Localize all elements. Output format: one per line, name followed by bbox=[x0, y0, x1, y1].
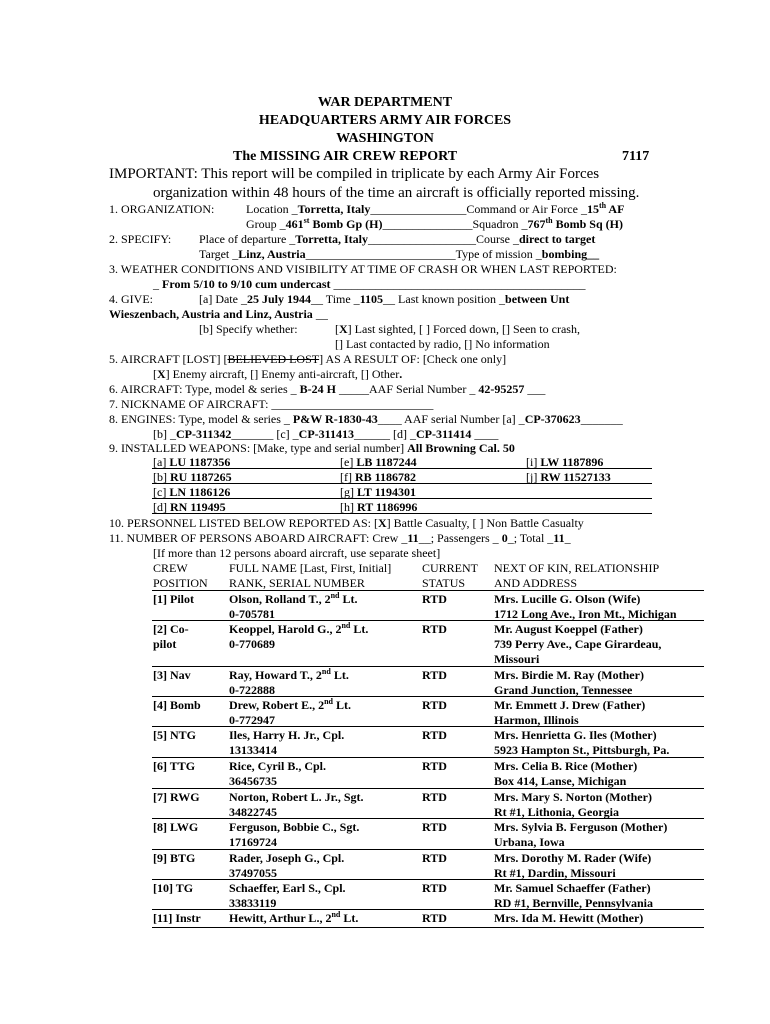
separate-sheet-note: [If more than 12 persons aboard aircraft, use separate sheet] bbox=[153, 546, 441, 560]
cause-options-line: [X] Enemy aircraft, [] Enemy anti-aircraft, [] Other. bbox=[153, 367, 403, 381]
weather-line: _ From 5/10 to 9/10 cum undercast __________________________________________ bbox=[153, 277, 586, 291]
weather-value: From 5/10 to 9/10 cum undercast bbox=[162, 277, 331, 291]
passenger-count: 0 bbox=[501, 531, 508, 545]
col-header-status: STATUS bbox=[422, 576, 466, 590]
engines-serial-line: [b] _CP-311342_______ [c] _CP-311413______ [d] _CP-311414 ____ bbox=[153, 427, 499, 441]
next-of-kin-address: Grand Junction, Tennessee bbox=[494, 683, 633, 697]
date-time-position-line: [a] Date _25 July 1944__ Time _1105__ Last known position _between Unt bbox=[199, 292, 570, 306]
next-of-kin-address: Urbana, Iowa bbox=[494, 835, 565, 849]
crew-position: [5] NTG bbox=[153, 728, 196, 742]
crew-serial-number: 36456735 bbox=[229, 774, 277, 788]
crew-position: [3] Nav bbox=[153, 668, 191, 682]
organization-label: 1. ORGANIZATION: bbox=[109, 202, 215, 216]
next-of-kin: Mr. Samuel Schaeffer (Father) bbox=[494, 881, 651, 895]
time-value: 1105 bbox=[359, 292, 384, 306]
crew-row-rule bbox=[152, 726, 704, 727]
weapon-a: [a] LU 1187356 bbox=[153, 455, 231, 469]
weapon-b: [b] RU 1187265 bbox=[153, 470, 232, 484]
last-sighted-check: X bbox=[339, 322, 348, 336]
crew-row-rule bbox=[152, 818, 704, 819]
crew-row-rule bbox=[152, 788, 704, 789]
next-of-kin: Mrs. Mary S. Norton (Mother) bbox=[494, 790, 652, 804]
next-of-kin: Mr. Emmett J. Drew (Father) bbox=[494, 698, 646, 712]
total-count: 11 bbox=[553, 531, 565, 545]
crew-row-rule bbox=[152, 927, 704, 928]
persons-aboard-line: 11. NUMBER OF PERSONS ABOARD AIRCRAFT: Crew _11__; Passengers _ 0_; Total _11_ bbox=[109, 531, 571, 545]
crew-full-name: Ferguson, Bobbie C., Sgt. bbox=[229, 820, 360, 834]
group-value: 461st Bomb Gp (H) bbox=[285, 216, 383, 231]
header-hq-army-air-forces: HEADQUARTERS ARMY AIR FORCES bbox=[258, 113, 512, 128]
aircraft-type-value: B-24 H bbox=[299, 382, 337, 396]
engine-b-serial: CP-311342 bbox=[176, 427, 232, 441]
weapons-rule-3 bbox=[152, 498, 652, 499]
position-continued-value: Wieszenbach, Austria and Linz, Austria bbox=[109, 307, 313, 321]
organization-group-line: Group _461st Bomb Gp (H)_______________Squadron _767th Bomb Sq (H) bbox=[246, 216, 623, 231]
weapons-label-line: 9. INSTALLED WEAPONS: [Make, type and serial number] All Browning Cal. 50 bbox=[109, 441, 515, 455]
crew-row-rule bbox=[152, 879, 704, 880]
header-washington: WASHINGTON bbox=[336, 131, 434, 146]
departure-line: Place of departure _Torretta, Italy__________________Course _direct to target bbox=[199, 232, 596, 246]
crew-row-rule bbox=[152, 696, 704, 697]
squadron-value: 767th Bomb Sq (H) bbox=[527, 216, 623, 231]
crew-serial-number: 0-772947 bbox=[229, 713, 275, 727]
crew-full-name: Keoppel, Harold G., 2nd Lt. bbox=[229, 621, 369, 636]
crew-status: RTD bbox=[422, 911, 447, 925]
crew-serial-number: 34822745 bbox=[229, 805, 277, 819]
crew-status: RTD bbox=[422, 668, 447, 682]
crew-serial-number: 0-722888 bbox=[229, 683, 275, 697]
weapon-h: [h] RT 1186996 bbox=[340, 500, 418, 514]
engine-d-serial: CP-311414 bbox=[416, 427, 472, 441]
header-war-department: WAR DEPARTMENT bbox=[317, 95, 453, 110]
crew-position: [2] Co- bbox=[153, 622, 189, 636]
weapon-e: [e] LB 1187244 bbox=[340, 455, 417, 469]
crew-full-name: Hewitt, Arthur L., 2nd Lt. bbox=[229, 910, 359, 925]
weapon-c: [c] LN 1186126 bbox=[153, 485, 231, 499]
departure-value: Torretta, Italy bbox=[295, 232, 368, 246]
next-of-kin: Mrs. Birdie M. Ray (Mother) bbox=[494, 668, 644, 682]
engine-a-serial: CP-370623 bbox=[524, 412, 581, 426]
specify-label: 2. SPECIFY: bbox=[109, 232, 172, 246]
next-of-kin-address: 739 Perry Ave., Cape Girardeau, bbox=[494, 637, 662, 651]
crew-serial-number: 0-705781 bbox=[229, 607, 275, 621]
target-line: Target _Linz, Austria_________________________Type of mission _bombing__ bbox=[199, 247, 600, 261]
aircraft-serial-value: 42-95257 bbox=[478, 382, 525, 396]
personnel-status-line: 10. PERSONNEL LISTED BELOW REPORTED AS: [X] Battle Casualty, [ ] Non Battle Casualty bbox=[109, 516, 584, 530]
specify-whether-label: [b] Specify whether: bbox=[199, 322, 298, 336]
crew-full-name: Rader, Joseph G., Cpl. bbox=[229, 851, 345, 865]
position-value: between Unt bbox=[505, 292, 570, 306]
col-header-rank-serial: RANK, SERIAL NUMBER bbox=[229, 576, 365, 590]
report-number: 7117 bbox=[622, 149, 650, 164]
crew-position: [8] LWG bbox=[153, 820, 199, 834]
believed-lost-struck: BELIEVED LOST bbox=[227, 352, 320, 366]
crew-status: RTD bbox=[422, 851, 447, 865]
weapons-rule-2 bbox=[152, 483, 652, 484]
crew-row-rule bbox=[152, 909, 704, 910]
next-of-kin: Mrs. Sylvia B. Ferguson (Mother) bbox=[494, 820, 668, 834]
command-value: 15th AF bbox=[586, 201, 625, 216]
crew-position: [1] Pilot bbox=[153, 592, 194, 606]
report-title: The MISSING AIR CREW REPORT bbox=[233, 149, 458, 164]
crew-serial-number: 0-770689 bbox=[229, 637, 275, 651]
mission-value: bombing__ bbox=[541, 247, 600, 261]
crew-position: [9] BTG bbox=[153, 851, 196, 865]
crew-status: RTD bbox=[422, 622, 447, 636]
col-header-position: POSITION bbox=[153, 576, 208, 590]
date-value: 25 July 1944 bbox=[246, 292, 311, 306]
crew-full-name: Ray, Howard T., 2nd Lt. bbox=[229, 667, 349, 682]
engine-type-value: P&W R-1830-43 bbox=[292, 412, 378, 426]
next-of-kin-address: Harmon, Illinois bbox=[494, 713, 579, 727]
weapon-j: [j] RW 11527133 bbox=[526, 470, 611, 484]
weapon-i: [i] LW 1187896 bbox=[526, 455, 604, 469]
weapon-f: [f] RB 1186782 bbox=[340, 470, 417, 484]
crew-position-cont: pilot bbox=[153, 637, 177, 651]
last-sighted-options: [X] Last sighted, [ ] Forced down, [] Seen to crash, bbox=[335, 322, 580, 336]
crew-status: RTD bbox=[422, 728, 447, 742]
crew-row-rule bbox=[152, 849, 704, 850]
next-of-kin-address: 1712 Long Ave., Iron Mt., Michigan bbox=[494, 607, 677, 621]
crew-status: RTD bbox=[422, 759, 447, 773]
next-of-kin-address-cont: Missouri bbox=[494, 652, 540, 666]
crew-status: RTD bbox=[422, 698, 447, 712]
crew-status: RTD bbox=[422, 790, 447, 804]
crew-full-name: Olson, Rolland T., 2nd Lt. bbox=[229, 591, 358, 606]
next-of-kin-address: 5923 Hampton St., Pittsburgh, Pa. bbox=[494, 743, 670, 757]
location-value: Torretta, Italy bbox=[297, 202, 371, 216]
crew-status: RTD bbox=[422, 820, 447, 834]
course-value: direct to target bbox=[518, 232, 596, 246]
crew-status: RTD bbox=[422, 592, 447, 606]
crew-row-rule bbox=[152, 666, 704, 667]
crew-full-name: Schaeffer, Earl S., Cpl. bbox=[229, 881, 346, 895]
enemy-aircraft-check: X bbox=[157, 367, 166, 381]
important-line-2: organization within 48 hours of the time an aircraft is officially reported missing. bbox=[153, 185, 640, 201]
weapons-make-value: All Browning Cal. 50 bbox=[407, 441, 515, 455]
crew-serial-number: 17169724 bbox=[229, 835, 277, 849]
next-of-kin: Mrs. Celia B. Rice (Mother) bbox=[494, 759, 638, 773]
last-contacted-options: [] Last contacted by radio, [] No information bbox=[335, 337, 550, 351]
position-continued-line: Wieszenbach, Austria and Linz, Austria __ bbox=[109, 307, 328, 321]
weapons-rule-4 bbox=[152, 513, 652, 514]
col-header-full-name: FULL NAME [Last, First, Initial] bbox=[229, 561, 392, 575]
next-of-kin: Mrs. Henrietta G. Iles (Mother) bbox=[494, 728, 657, 742]
col-header-crew: CREW bbox=[153, 561, 188, 575]
next-of-kin-address: RD #1, Bernville, Pennsylvania bbox=[494, 896, 654, 910]
crew-position: [4] Bomb bbox=[153, 698, 201, 712]
crew-serial-number: 33833119 bbox=[229, 896, 277, 910]
aircraft-lost-line: 5. AIRCRAFT [LOST] [BELIEVED LOST] AS A RESULT OF: [Check one only] bbox=[109, 352, 507, 366]
crew-serial-number: 37497055 bbox=[229, 866, 277, 880]
give-label: 4. GIVE: bbox=[109, 292, 153, 306]
next-of-kin: Mr. August Koeppel (Father) bbox=[494, 622, 643, 636]
crew-position: [7] RWG bbox=[153, 790, 200, 804]
next-of-kin-address: Rt #1, Dardin, Missouri bbox=[494, 866, 616, 880]
crew-full-name: Rice, Cyril B., Cpl. bbox=[229, 759, 326, 773]
weapon-g: [g] LT 1194301 bbox=[340, 485, 417, 499]
engines-line: 8. ENGINES: Type, model & series _ P&W R-1830-43____ AAF serial Number [a] _CP-370623_______ bbox=[109, 412, 623, 426]
weather-label: 3. WEATHER CONDITIONS AND VISIBILITY AT TIME OF CRASH OR WHEN LAST REPORTED: bbox=[109, 262, 617, 276]
crew-row-rule bbox=[152, 620, 704, 621]
crew-position: [10] TG bbox=[153, 881, 194, 895]
next-of-kin: Mrs. Lucille G. Olson (Wife) bbox=[494, 592, 641, 606]
next-of-kin-address: Box 414, Lanse, Michigan bbox=[494, 774, 627, 788]
next-of-kin-address: Rt #1, Lithonia, Georgia bbox=[494, 805, 619, 819]
crew-serial-number: 13133414 bbox=[229, 743, 277, 757]
col-header-address: AND ADDRESS bbox=[494, 576, 578, 590]
battle-casualty-check: X bbox=[377, 516, 387, 530]
crew-status: RTD bbox=[422, 881, 447, 895]
weapon-d: [d] RN 119495 bbox=[153, 500, 226, 514]
col-header-current: CURRENT bbox=[422, 561, 479, 575]
crew-full-name: Norton, Robert L. Jr., Sgt. bbox=[229, 790, 364, 804]
target-value: Linz, Austria bbox=[238, 247, 306, 261]
crew-full-name: Iles, Harry H. Jr., Cpl. bbox=[229, 728, 345, 742]
nickname-line: 7. NICKNAME OF AIRCRAFT: ___________________________ bbox=[109, 397, 434, 411]
weapons-rule-1 bbox=[152, 468, 652, 469]
next-of-kin: Mrs. Ida M. Hewitt (Mother) bbox=[494, 911, 644, 925]
aircraft-type-line: 6. AIRCRAFT: Type, model & series _ B-24 H _____AAF Serial Number _ 42-95257 ___ bbox=[109, 382, 546, 396]
crew-count: 11 bbox=[407, 531, 419, 545]
crew-row-rule bbox=[152, 757, 704, 758]
col-header-next-of-kin: NEXT OF KIN, RELATIONSHIP bbox=[494, 561, 660, 575]
next-of-kin: Mrs. Dorothy M. Rader (Wife) bbox=[494, 851, 652, 865]
crew-position: [11] Instr bbox=[153, 911, 201, 925]
crew-position: [6] TTG bbox=[153, 759, 196, 773]
important-line-1: IMPORTANT: This report will be compiled in triplicate by each Army Air Forces bbox=[109, 166, 600, 182]
crew-header-rule bbox=[152, 590, 704, 591]
crew-full-name: Drew, Robert E., 2nd Lt. bbox=[229, 697, 352, 712]
engine-c-serial: CP-311413 bbox=[298, 427, 355, 441]
organization-location-line: Location _Torretta, Italy________________Command or Air Force _15th AF bbox=[246, 201, 625, 216]
